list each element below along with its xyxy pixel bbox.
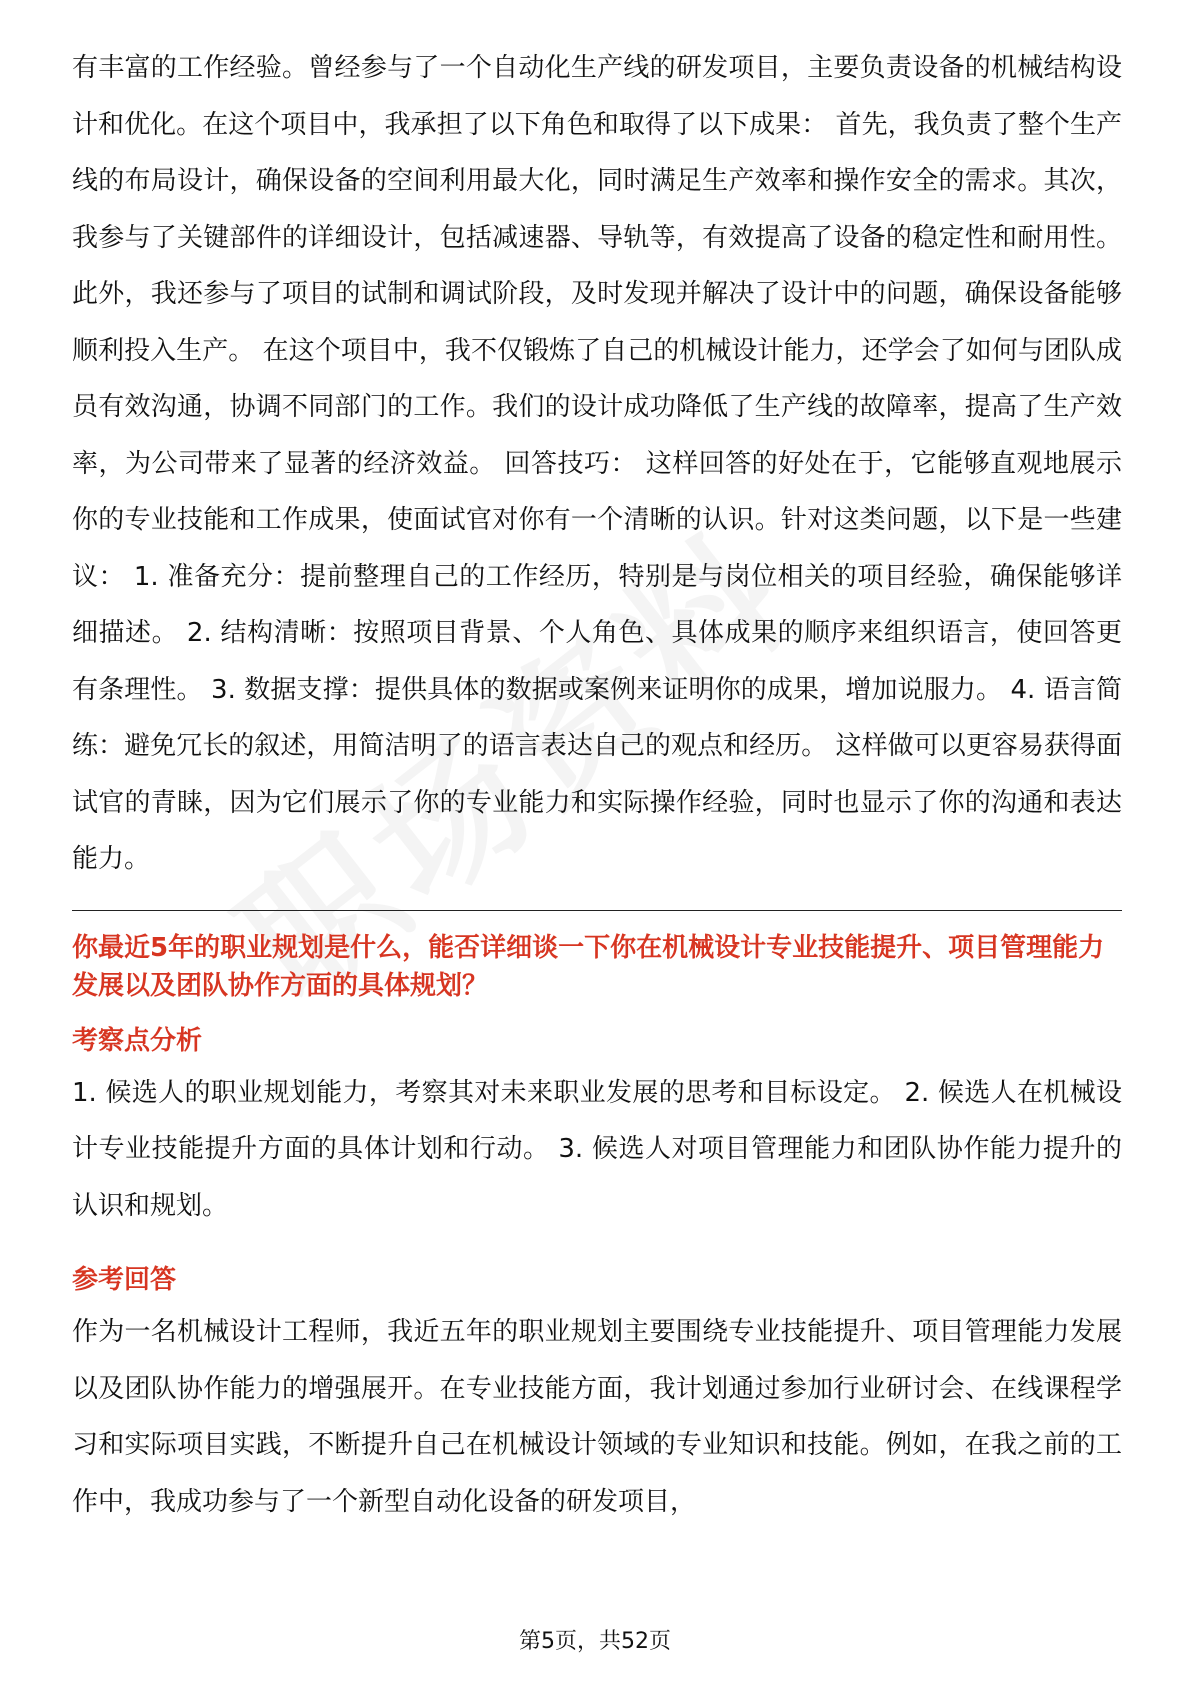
page-number: 第5页，共52页: [519, 1629, 671, 1654]
intro-paragraph: 有丰富的工作经验。曾经参与了一个自动化生产线的研发项目，主要负责设备的机械结构设计和优化。在这个项目中，我承担了以下角色和取得了以下成果： 首先，我负责了整个生产线的布局设计，确保设备的空间利用最大化，同时满足生产效率和操作安全的需求。其次，我参与了关键部件的详细设计，包括减速器、导轨等，有效提高了设备的稳定性和耐用性。此外，我还参与了项目的试制和调试阶段，及时发现并解决了设计中的问题，确保设备能够顺利投入生产。 在这个项目中，我不仅锻炼了自己的机械设计能力，还学会了如何与团队成员有效沟通，协调不同部门的工作。我们的设计成功降低了生产线的故障率，提高了生产效率，为公司带来了显著的经济效益。 回答技巧： 这样回答的好处在于，它能够直观地展示你的专业技能和工作成果，使面试官对你有一个清晰的认识。针对这类问题，以下是一些建议： 1. 准备充分：提前整理自己的工作经历，特别是与岗位相关的项目经验，确保能够详细描述。 2. 结构清晰：按照项目背景、个人角色、具体成果的顺序来组织语言，使回答更有条理性。 3. 数据支撑：提供具体的数据或案例来证明你的成果，增加说服力。 4. 语言简练：避免冗长的叙述，用简洁明了的语言表达自己的观点和经历。 这样做可以更容易获得面试官的青睐，因为它们展示了你的专业能力和实际操作经验，同时也显示了你的沟通和表达能力。: [72, 53, 1122, 874]
section-divider: [72, 910, 1122, 911]
analysis-body: 1. 候选人的职业规划能力，考察其对未来职业发展的思考和目标设定。 2. 候选人在机械设计专业技能提升方面的具体计划和行动。 3. 候选人对项目管理能力和团队协作能力提升的认识和规划。: [72, 1077, 1122, 1221]
question-heading: 你最近5年的职业规划是什么，能否详细谈一下你在机械设计专业技能提升、项目管理能力发展以及团队协作方面的具体规划？: [72, 932, 1105, 1001]
answer-body: 作为一名机械设计工程师，我近五年的职业规划主要围绕专业技能提升、项目管理能力发展以及团队协作能力的增强展开。在专业技能方面，我计划通过参加行业研讨会、在线课程学习和实际项目实践，不断提升自己在机械设计领域的专业知识和技能。例如，在我之前的工作中，我成功参与了一个新型自动化设备的研发项目，: [72, 1317, 1122, 1517]
analysis-title: 考察点分析: [72, 1025, 203, 1056]
page-content: [72, 40, 1122, 1530]
spacer: [72, 1234, 1122, 1262]
answer-title: 参考回答: [72, 1265, 177, 1295]
